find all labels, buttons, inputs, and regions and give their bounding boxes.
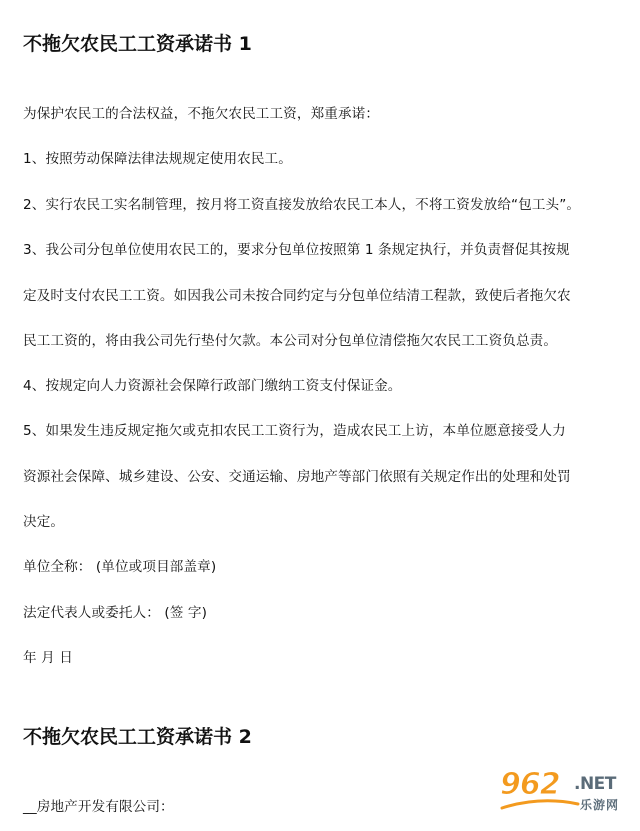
intro-paragraph: 为保护农民工的合法权益，不拖欠农民工工资，郑重承诺： xyxy=(23,106,380,122)
commitment-item-3-line: 民工工资的，将由我公司先行垫付欠款。本公司对分包单位清偿拖欠农民工工资负总责。 xyxy=(23,333,558,349)
document-title-1: 不拖欠农民工工资承诺书 1 xyxy=(23,33,252,55)
date-line: 年 月 日 xyxy=(23,650,73,666)
document-title-2: 不拖欠农民工工资承诺书 2 xyxy=(23,726,252,748)
commitment-item-5-line: 决定。 xyxy=(23,514,65,530)
watermark-sitename: 乐游网 xyxy=(580,798,620,812)
watermark-number: 962 xyxy=(500,767,560,802)
commitment-item-3-line: 定及时支付农民工工资。如因我公司未按合同约定与分包单位结清工程款，致使后者拖欠农 xyxy=(23,287,571,304)
company-salutation: __房地产开发有限公司： xyxy=(23,799,174,815)
commitment-item-3-line: 3、我公司分包单位使用农民工的，要求分包单位按照第 1 条规定执行，并负责督促其按规 xyxy=(23,242,570,258)
watermark-domain: .NET xyxy=(574,774,616,794)
commitment-item-5-line: 5、如果发生违反规定拖欠或克扣农民工工资行为，造成农民工上访，本单位愿意接受人力 xyxy=(23,423,566,439)
commitment-item-4: 4、按规定向人力资源社会保障行政部门缴纳工资支付保证金。 xyxy=(23,378,402,394)
legal-representative-line: 法定代表人或委托人： (签 字) xyxy=(23,605,207,621)
commitment-item-1: 1、按照劳动保障法律法规规定使用农民工。 xyxy=(23,151,292,167)
commitment-item-2: 2、实行农民工实名制管理，按月将工资直接发放给农民工本人，不将工资发放给“包工头”。 xyxy=(23,197,581,213)
unit-name-line: 单位全称： (单位或项目部盖章) xyxy=(23,559,217,575)
site-watermark-logo xyxy=(500,767,634,814)
commitment-item-5 xyxy=(23,409,617,546)
commitment-item-3 xyxy=(23,228,617,365)
commitment-item-5-line: 资源社会保障、城乡建设、公安、交通运输、房地产等部门依照有关规定作出的处理和处罚 xyxy=(23,468,571,485)
